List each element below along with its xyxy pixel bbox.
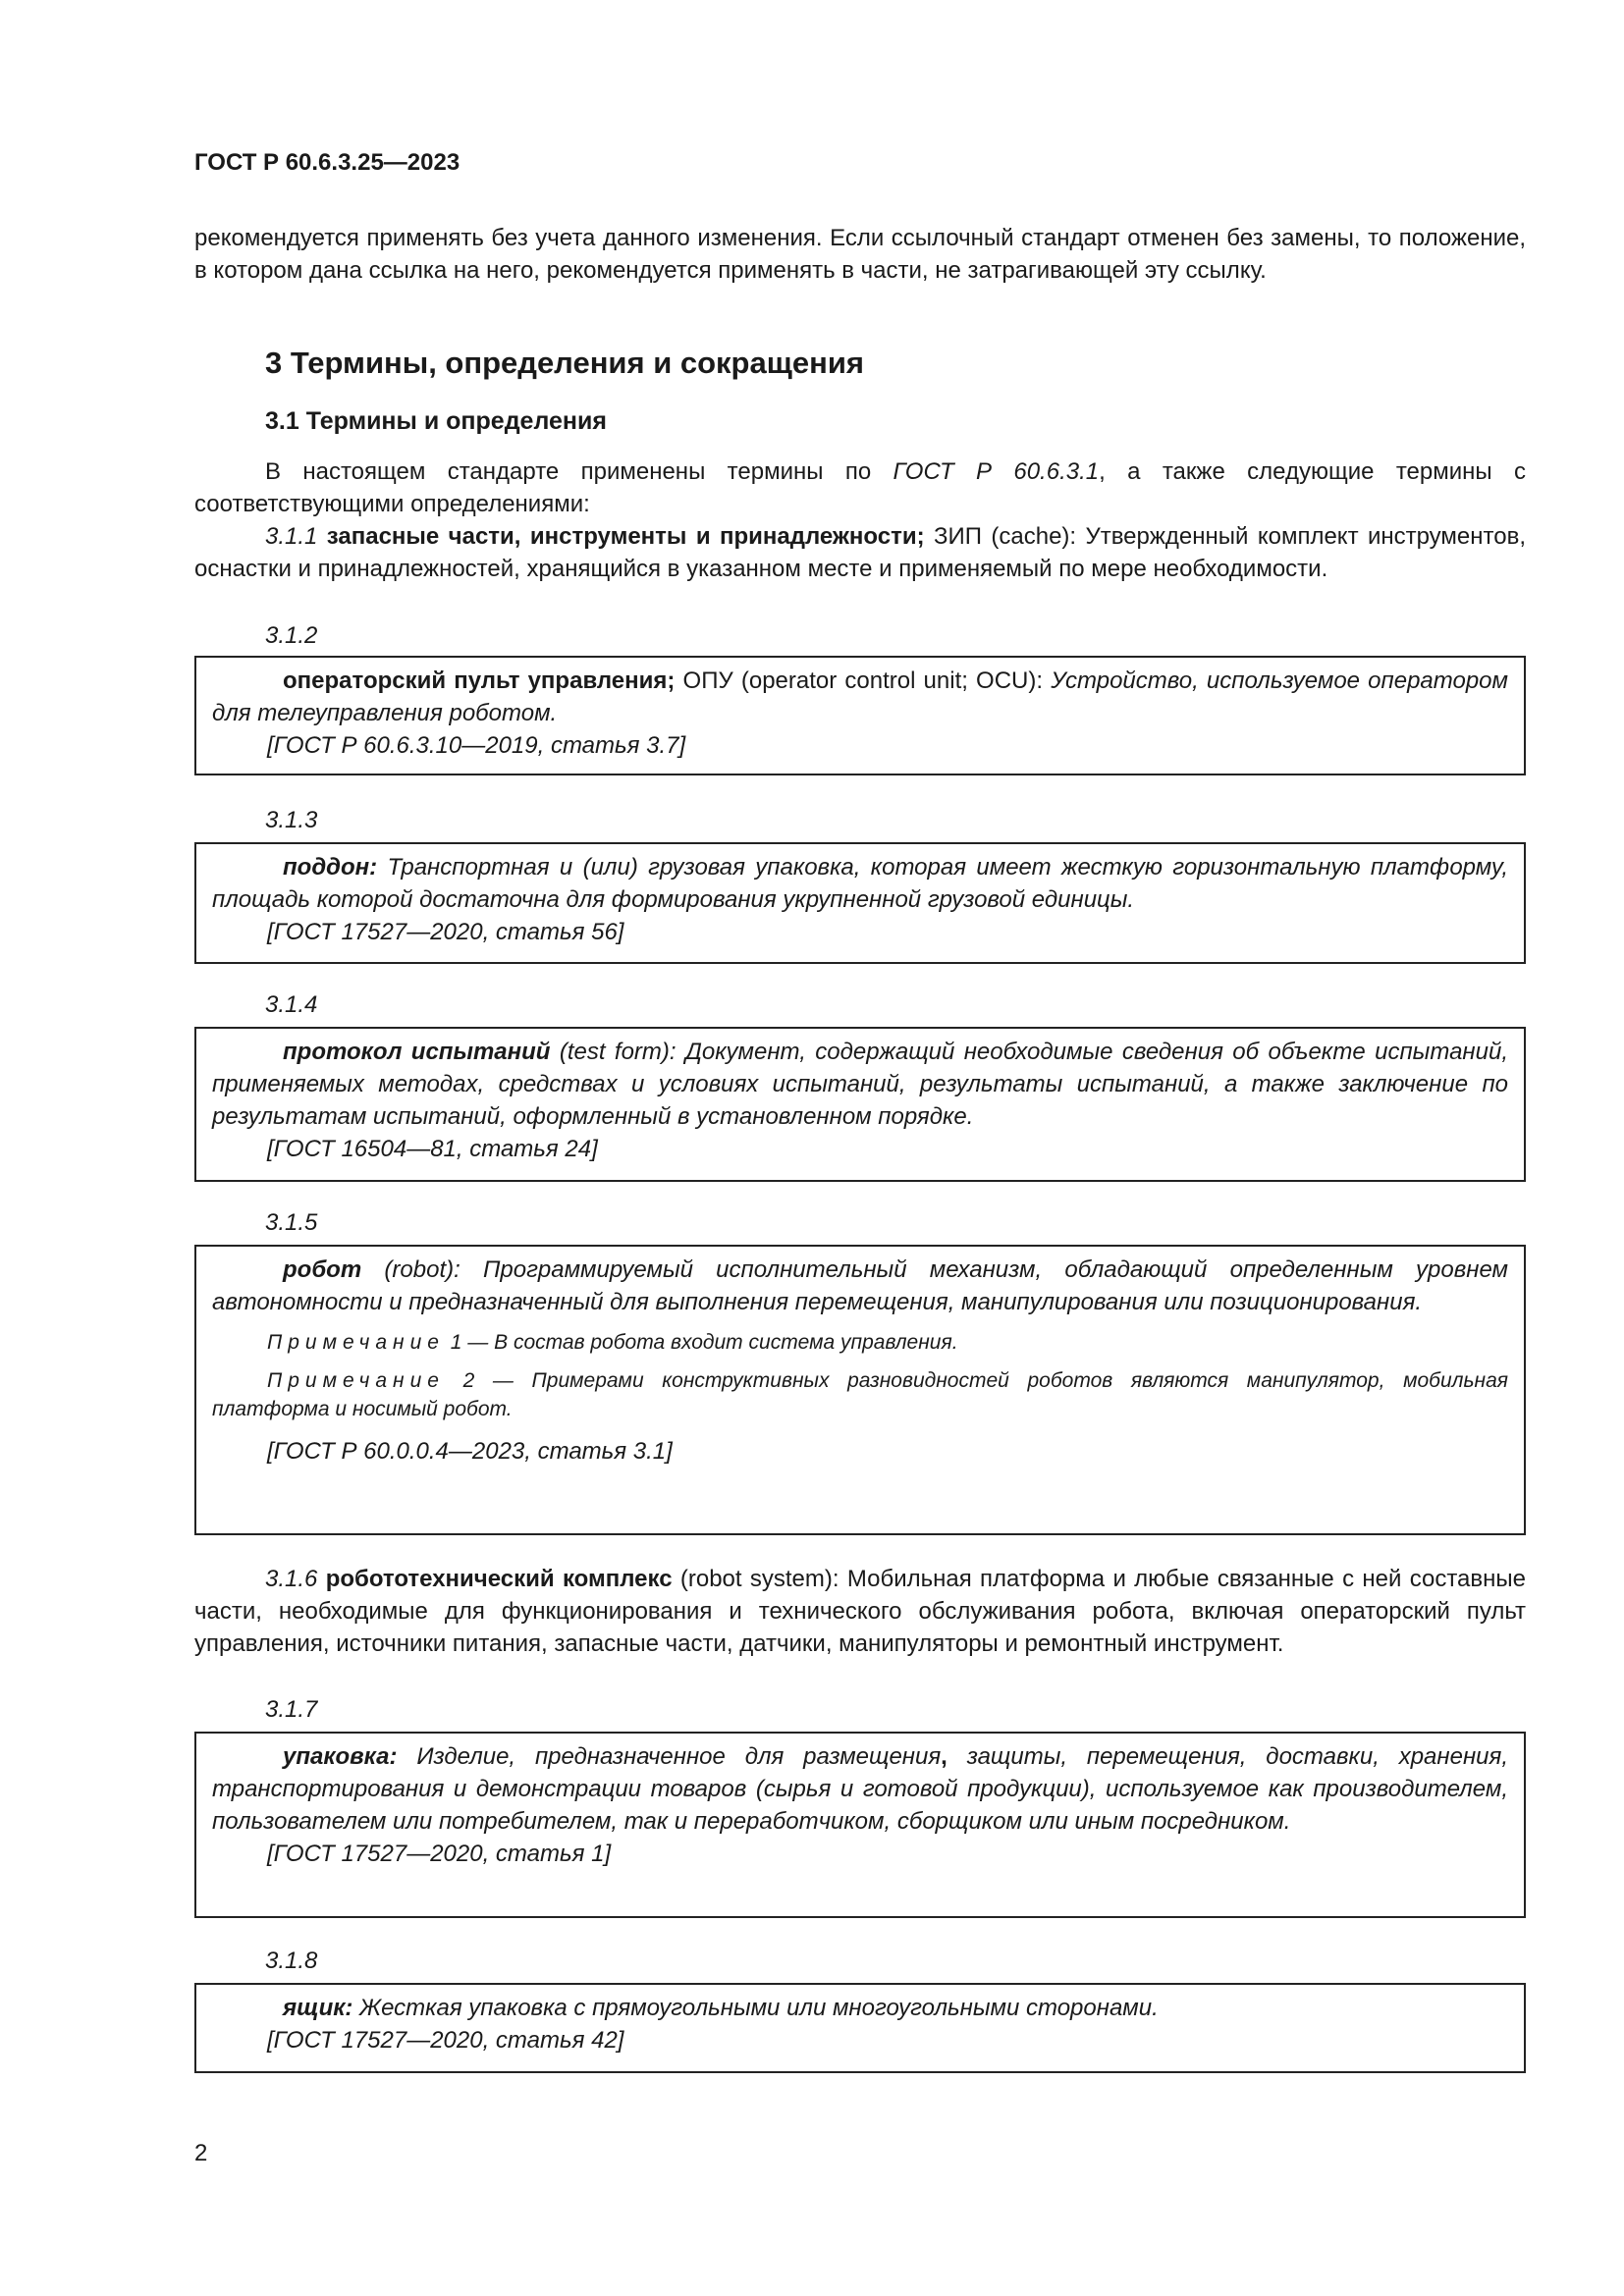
subsection-title: 3.1 Термины и определения <box>265 407 607 435</box>
term-name: протокол испытаний <box>283 1039 551 1065</box>
term-name: поддон: <box>283 854 378 881</box>
term-box-3-1-8 <box>194 1983 1526 2073</box>
page-number: 2 <box>194 2140 208 2166</box>
note-label: Примечание <box>267 1331 445 1354</box>
term-number: 3.1.7 <box>265 1696 318 1723</box>
term-number: 3.1.2 <box>265 622 318 649</box>
term-definition <box>212 1992 1508 2024</box>
lead-paragraph <box>194 455 1526 520</box>
term-definition <box>212 1740 1508 1838</box>
term-box-3-1-7 <box>194 1732 1526 1918</box>
section-title: 3 Термины, определения и сокращения <box>265 346 864 380</box>
term-text: (test form): Документ, содержащий необходимые сведения об объекте испытаний, применяемых методах, средствах и условиях испытаний, результаты испытаний, а также заключение по результатам испытаний, оформленный в установленном порядке. <box>212 1039 1508 1130</box>
term-number: 3.1.1 <box>265 523 318 550</box>
term-source: [ГОСТ 17527—2020, статья 56] <box>267 919 624 945</box>
term-name: упаковка: <box>283 1743 398 1770</box>
term-box-3-1-5 <box>194 1245 1526 1535</box>
note-label: Примечание <box>267 1369 445 1392</box>
term-3-1-6 <box>194 1563 1526 1660</box>
note-text: 2 — Примерами конструктивных разновидностей роботов являются манипулятор, мобильная платформа и носимый робот. <box>212 1369 1508 1420</box>
term-number: 3.1.4 <box>265 991 318 1018</box>
term-name: робот <box>283 1256 362 1283</box>
term-number: 3.1.3 <box>265 807 318 833</box>
term-name: робототехнический комплекс <box>325 1566 673 1592</box>
term-comma: , <box>941 1743 947 1770</box>
term-box-3-1-3 <box>194 842 1526 964</box>
term-definition: (robot system): Мобильная платформа и любые связанные с ней составные части, необходимые для функционирования и технического обслуживания робота, включая операторский пульт управления, источники питания, запасные части, датчики, манипуляторы и ремонтный инструмент. <box>194 1566 1526 1657</box>
term-text: Жесткая упаковка с прямоугольными или многоугольными сторонами. <box>352 1995 1159 2021</box>
term-note-2 <box>212 1366 1508 1423</box>
term-name: операторский пульт управления; <box>283 667 676 694</box>
term-source: [ГОСТ Р 60.0.0.4—2023, статья 3.1] <box>267 1438 673 1465</box>
term-number: 3.1.5 <box>265 1209 318 1236</box>
term-abbreviation: ОПУ (operator control unit; OCU): <box>675 667 1052 694</box>
term-source: [ГОСТ Р 60.6.3.10—2019, статья 3.7] <box>267 732 686 759</box>
term-definition <box>212 851 1508 916</box>
term-box-3-1-4 <box>194 1027 1526 1182</box>
lead-text-before: В настоящем стандарте применены термины по <box>265 458 893 485</box>
term-note-1 <box>212 1328 1508 1357</box>
document-header: ГОСТ Р 60.6.3.25—2023 <box>194 149 460 176</box>
term-number: 3.1.8 <box>265 1948 318 1974</box>
term-definition <box>212 1036 1508 1133</box>
term-source: [ГОСТ 16504—81, статья 24] <box>267 1136 598 1162</box>
term-name: ящик: <box>283 1995 353 2021</box>
lead-reference: ГОСТ Р 60.6.3.1 <box>893 458 1100 485</box>
term-definition: ЗИП (cache): Утвержденный комплект инструментов, оснастки и принадлежностей, хранящийся в указанном месте и применяемый по мере необходимости. <box>194 523 1526 582</box>
term-text: (robot): Программируемый исполнительный механизм, обладающий определенным уровнем автономности и предназначенный для выполнения перемещения, манипулирования или позиционирования. <box>212 1256 1508 1315</box>
note-text: 1 — В состав робота входит система управления. <box>444 1331 958 1354</box>
term-text: Транспортная и (или) грузовая упаковка, которая имеет жесткую горизонтальную платформу, площадь которой достаточна для формирования укрупненной грузовой единицы. <box>212 854 1508 913</box>
term-text: защиты, перемещения, доставки, хранения, транспортирования и демонстрации товаров (сырья и готовой продукции), используемое как производителем, пользователем или потребителем, так и переработчиком, сборщиком или иным посредником. <box>212 1743 1508 1835</box>
term-number: 3.1.6 <box>265 1566 318 1592</box>
term-definition <box>212 665 1508 729</box>
intro-paragraph: рекомендуется применять без учета данного изменения. Если ссылочный стандарт отменен без замены, то положение, в котором дана ссылка на него, рекомендуется применять в части, не затрагивающей эту ссылку. <box>194 225 1526 284</box>
term-source: [ГОСТ 17527—2020, статья 42] <box>267 2027 624 2054</box>
term-box-3-1-2 <box>194 656 1526 775</box>
term-text: Изделие, предназначенное для размещения <box>397 1743 942 1770</box>
term-text: Устройство, используемое оператором для телеуправления роботом. <box>212 667 1508 726</box>
term-source: [ГОСТ 17527—2020, статья 1] <box>267 1841 612 1867</box>
term-definition <box>212 1254 1508 1318</box>
term-3-1-1 <box>194 520 1526 585</box>
lead-text-after: , а также следующие термины с соответствующими определениями: <box>194 458 1526 517</box>
term-name: запасные части, инструменты и принадлежности; <box>326 523 925 550</box>
